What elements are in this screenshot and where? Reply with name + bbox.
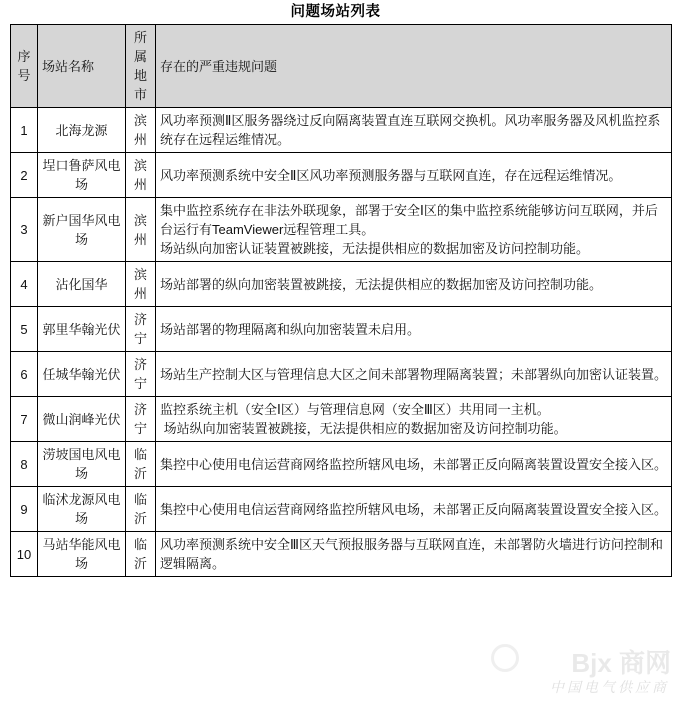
cell-issue [156, 487, 672, 532]
cell-index: 9 [11, 487, 38, 532]
column-header-city: 所属地市 [126, 25, 156, 108]
cell-issue [156, 397, 672, 442]
cell-city: 滨州 [126, 262, 156, 307]
cell-station-name: 涝坡国电风电场 [38, 442, 126, 487]
cell-station-name: 郭里华翰光伏 [38, 307, 126, 352]
table-row [11, 307, 672, 352]
issue-line: 场站纵向加密装置被跳接，无法提供相应的数据加密及访问控制功能。 [160, 421, 567, 436]
cell-issue [156, 153, 672, 198]
cell-city: 滨州 [126, 108, 156, 153]
cell-station-name: 微山润峰光伏 [38, 397, 126, 442]
cell-issue [156, 442, 672, 487]
table-row [11, 532, 672, 577]
column-header-issue: 存在的严重违规问题 [156, 25, 672, 108]
cell-city: 临沂 [126, 442, 156, 487]
cell-issue [156, 262, 672, 307]
cell-issue [156, 307, 672, 352]
watermark-tagline: 中国电气供应商 [550, 681, 669, 696]
table-header [11, 25, 672, 108]
issue-line: 风功率预测系统中安全Ⅱ区风功率预测服务器与互联网直连，存在远程运维情况。 [160, 167, 622, 183]
cell-station-name: 马站华能风电场 [38, 532, 126, 577]
cell-issue [156, 352, 672, 397]
cell-index: 6 [11, 352, 38, 397]
column-header-station-name: 场站名称 [38, 25, 126, 108]
cell-city: 临沂 [126, 532, 156, 577]
issue-line: 风功率预测系统中安全Ⅲ区天气预报服务器与互联网直连，未部署防火墙进行访问控制和逻辑隔离。 [160, 537, 663, 571]
cell-city: 济宁 [126, 352, 156, 397]
cell-issue [156, 532, 672, 577]
table-row [11, 397, 672, 442]
cell-index: 10 [11, 532, 38, 577]
issue-line: 集中监控系统存在非法外联现象，部署于安全Ⅰ区的集中监控系统能够访问互联网，并后台运行有TeamViewer远程管理工具。 [160, 203, 658, 237]
problem-stations-table-container [10, 24, 672, 577]
column-header-index: 序号 [11, 25, 38, 108]
issue-line: 风功率预测Ⅱ区服务器绕过反向隔离装置直连互联网交换机。风功率服务器及风机监控系统存在远程运维情况。 [160, 113, 661, 147]
table-row [11, 487, 672, 532]
issue-line: 场站部署的物理隔离和纵向加密装置未启用。 [160, 321, 421, 337]
issue-line: 监控系统主机（安全Ⅰ区）与管理信息网（安全Ⅲ区）共用同一主机。 [160, 402, 550, 417]
cell-city: 济宁 [126, 397, 156, 442]
cell-issue [156, 108, 672, 153]
problem-stations-table [10, 24, 672, 577]
watermark-brand: Bjx 商网 [571, 648, 671, 678]
watermark [477, 643, 677, 705]
issue-line: 集控中心使用电信运营商网络监控所辖风电场，未部署正反向隔离装置设置安全接入区。 [160, 456, 668, 472]
table-header-row [11, 25, 672, 108]
cell-station-name: 新户国华风电场 [38, 198, 126, 262]
cell-station-name: 任城华翰光伏 [38, 352, 126, 397]
cell-city: 临沂 [126, 487, 156, 532]
cell-index: 1 [11, 108, 38, 153]
table-row [11, 442, 672, 487]
table-row [11, 198, 672, 262]
cell-index: 2 [11, 153, 38, 198]
issue-line: 场站纵向加密认证装置被跳接，无法提供相应的数据加密及访问控制功能。 [160, 241, 590, 256]
cell-station-name: 临沭龙源风电场 [38, 487, 126, 532]
page-title: 问题场站列表 [290, 4, 381, 20]
table-row [11, 153, 672, 198]
table-body [11, 108, 672, 577]
cell-city: 滨州 [126, 198, 156, 262]
cell-station-name: 埕口鲁萨风电场 [38, 153, 126, 198]
cell-issue [156, 198, 672, 262]
cell-index: 3 [11, 198, 38, 262]
cell-index: 7 [11, 397, 38, 442]
table-row [11, 262, 672, 307]
issue-line: 场站生产控制大区与管理信息大区之间未部署物理隔离装置；未部署纵向加密认证装置。 [160, 366, 668, 382]
cell-city: 滨州 [126, 153, 156, 198]
cell-index: 4 [11, 262, 38, 307]
cell-station-name: 沾化国华 [38, 262, 126, 307]
cell-index: 8 [11, 442, 38, 487]
cell-station-name: 北海龙源 [38, 108, 126, 153]
table-row [11, 352, 672, 397]
cell-city: 济宁 [126, 307, 156, 352]
table-row [11, 108, 672, 153]
issue-line: 集控中心使用电信运营商网络监控所辖风电场，未部署正反向隔离装置设置安全接入区。 [160, 501, 668, 517]
issue-line: 场站部署的纵向加密装置被跳接，无法提供相应的数据加密及访问控制功能。 [160, 276, 603, 292]
watermark-circle-icon [491, 644, 519, 672]
cell-index: 5 [11, 307, 38, 352]
